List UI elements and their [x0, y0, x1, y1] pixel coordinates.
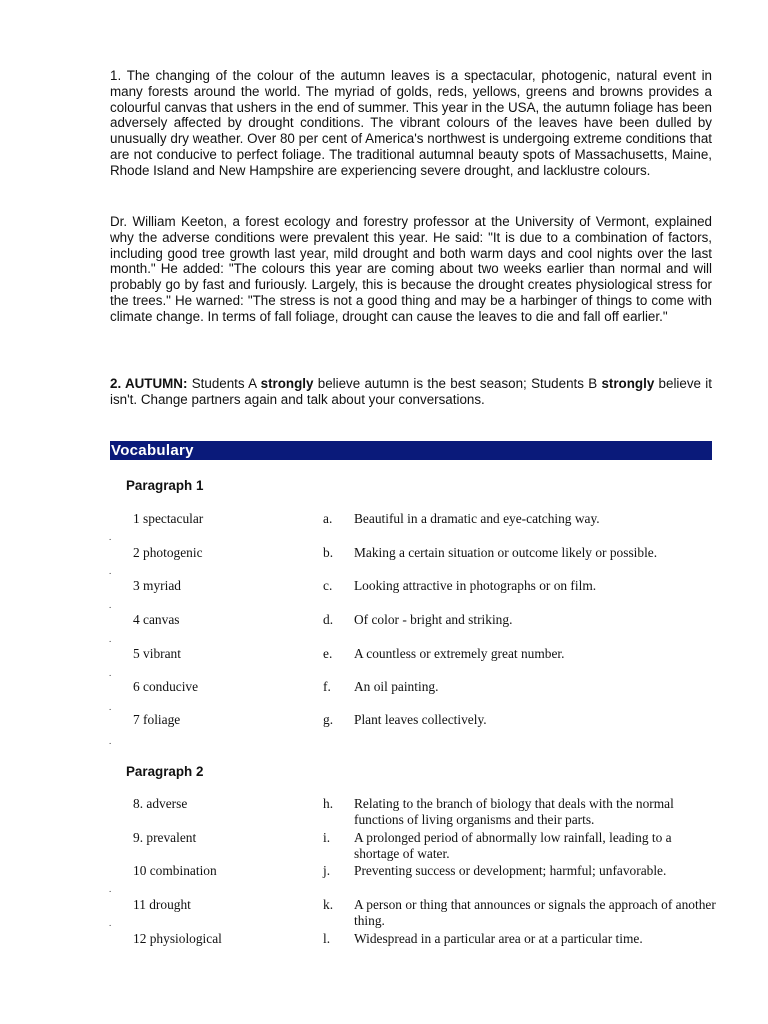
- vocab-term: 3 myriad: [133, 578, 181, 593]
- vocab-definition: Relating to the branch of biology that deals with the normal functions of living organisms and their parts.: [354, 796, 674, 827]
- vocab-letter: j.: [323, 863, 331, 878]
- vocab-term: 2 photogenic: [133, 545, 203, 560]
- vocab-letter: e.: [323, 646, 333, 661]
- vocabulary-title-bar: Vocabulary: [110, 441, 712, 460]
- vocab-definition: A countless or extremely great number.: [354, 646, 565, 661]
- vocab-definition: An oil painting.: [354, 679, 439, 694]
- row-bullet-dot: .: [109, 884, 112, 894]
- activity-text-part-1: Students A: [187, 376, 261, 391]
- vocab-definition: Plant leaves collectively.: [354, 712, 487, 727]
- row-bullet-dot: .: [109, 736, 112, 746]
- vocab-letter: f.: [323, 679, 331, 694]
- vocab-letter: l.: [323, 931, 331, 946]
- paragraph-2-label: Paragraph 2: [126, 764, 204, 779]
- vocab-letter: g.: [323, 712, 334, 727]
- vocab-letter: i.: [323, 830, 331, 845]
- row-bullet-dot: .: [109, 634, 112, 644]
- vocab-term: 8. adverse: [133, 796, 188, 811]
- vocab-definition: Making a certain situation or outcome likely or possible.: [354, 545, 658, 560]
- vocab-definition: Beautiful in a dramatic and eye-catching way.: [354, 511, 600, 526]
- activity-text-part-3: believe it isn't. Change partners again and talk about your conversations.: [110, 376, 712, 407]
- vocab-definition: Looking attractive in photographs or on film.: [354, 578, 597, 593]
- vocab-term: 12 physiological: [133, 931, 222, 946]
- vocab-definition: A prolonged period of abnormally low rainfall, leading to a shortage of water.: [354, 830, 672, 861]
- vocab-letter: a.: [323, 511, 333, 526]
- vocab-letter: b.: [323, 545, 334, 560]
- row-bullet-dot: .: [109, 532, 112, 542]
- vocab-definition: Of color - bright and striking.: [354, 612, 513, 627]
- vocab-term: 6 conducive: [133, 679, 199, 694]
- row-bullet-dot: .: [109, 668, 112, 678]
- activity-text-part-2: believe autumn is the best season; Students B: [313, 376, 602, 391]
- activity-strong-2: strongly: [601, 376, 655, 391]
- article-paragraph-2: Dr. William Keeton, a forest ecology and forestry professor at the University of Vermont, explained why the adverse conditions were prevalent this year. He said: "It is due to a combination of factors, including good tree growth last year, mild drought and both warm days and cool nights over the last month." He added: "The colours this year are coming about two weeks earlier than normal and will probably go by fast and furiously. Largely, this is because the drought creates physiological stress for the trees." He warned: "The stress is not a good thing and may be a harbinger of things to come with climate change. In terms of fall foliage, drought can cause the leaves to die and fall off earlier.": [110, 214, 712, 324]
- vocab-term: 7 foliage: [133, 712, 181, 727]
- vocab-definition: Widespread in a particular area or at a particular time.: [354, 931, 643, 946]
- vocab-letter: d.: [323, 612, 334, 627]
- row-bullet-dot: .: [109, 702, 112, 712]
- vocab-letter: k.: [323, 897, 334, 912]
- vocab-term: 1 spectacular: [133, 511, 204, 526]
- vocab-letter: h.: [323, 796, 334, 811]
- row-bullet-dot: .: [109, 918, 112, 928]
- vocab-definition: A person or thing that announces or signals the approach of another thing.: [354, 897, 716, 928]
- activity-instructions: [110, 376, 712, 408]
- activity-heading: 2. AUTUMN:: [110, 376, 188, 391]
- vocab-term: 11 drought: [133, 897, 191, 912]
- vocab-definition: Preventing success or development; harmful; unfavorable.: [354, 863, 667, 878]
- row-bullet-dot: .: [109, 566, 112, 576]
- vocab-letter: c.: [323, 578, 333, 593]
- paragraph-1-label: Paragraph 1: [126, 478, 204, 493]
- vocab-term: 10 combination: [133, 863, 217, 878]
- article-paragraph-1: 1. The changing of the colour of the autumn leaves is a spectacular, photogenic, natural event in many forests around the world. The myriad of golds, reds, yellows, greens and browns provides a colourful canvas that ushers in the end of summer. This year in the USA, the autumn foliage has been adversely affected by drought conditions. The vibrant colours of the leaves have been dulled by unusually dry weather. Over 80 per cent of America's northwest is undergoing extreme conditions that are not conducive to perfect foliage. The traditional autumnal beauty spots of Massachusetts, Maine, Rhode Island and New Hampshire are experiencing severe drought, and lacklustre colours.: [110, 68, 712, 178]
- vocab-term: 9. prevalent: [133, 830, 197, 845]
- vocab-term: 5 vibrant: [133, 646, 181, 661]
- row-bullet-dot: .: [109, 600, 112, 610]
- vocab-term: 4 canvas: [133, 612, 180, 627]
- activity-strong-1: strongly: [260, 376, 314, 391]
